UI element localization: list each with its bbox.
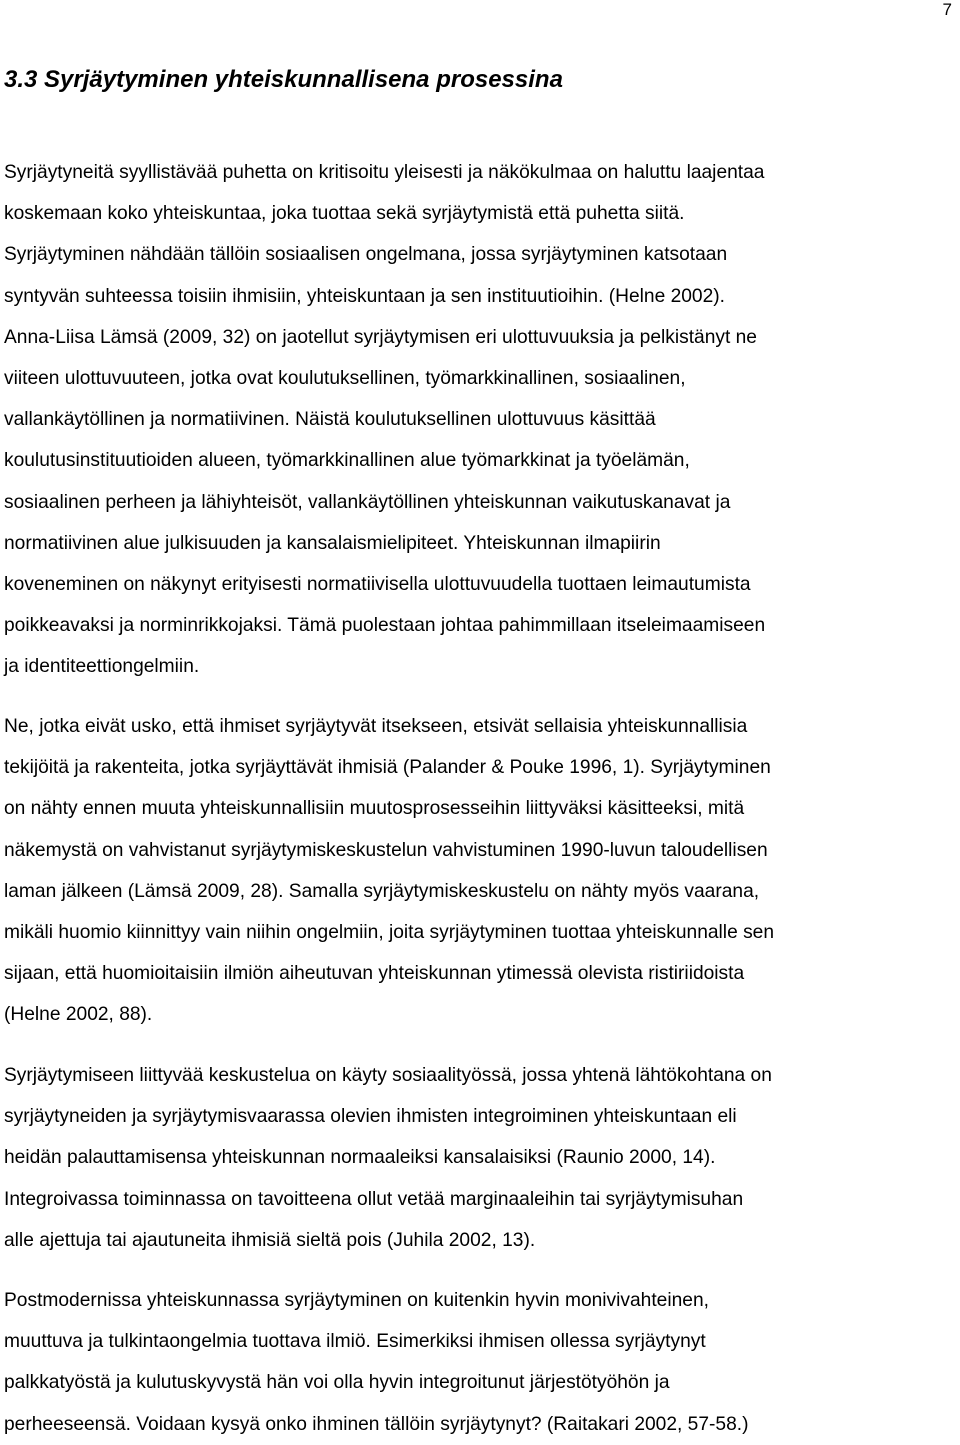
paragraph-line: on nähty ennen muuta yhteiskunnallisiin muutosprosesseihin liittyväksi käsitteeksi, mitä bbox=[4, 798, 745, 820]
paragraph-line: muuttuva ja tulkintaongelmia tuottava ilmiö. Esimerkiksi ihmisen ollessa syrjäytynyt bbox=[4, 1331, 706, 1353]
paragraph-line: Syrjäytyminen nähdään tällöin sosiaalisen ongelmana, jossa syrjäytyminen katsotaan bbox=[4, 244, 728, 266]
paragraph-line: (Helne 2002, 88). bbox=[4, 1004, 153, 1026]
paragraph-line: Integroivassa toiminnassa on tavoitteena ollut vetää marginaaleihin tai syrjäytymisuhan bbox=[4, 1188, 744, 1210]
paragraph-line: Syrjäytyneitä syyllistävää puhetta on kritisoitu yleisesti ja näkökulmaa on haluttu laajentaa bbox=[4, 162, 765, 183]
paragraph-1 bbox=[4, 152, 956, 688]
paragraph-line: vallankäytöllinen ja normatiivinen. Näistä koulutuksellinen ulottuvuus käsittää bbox=[4, 409, 656, 431]
paragraph-line: perheeseensä. Voidaan kysyä onko ihminen tällöin syrjäytynyt? (Raitakari 2002, 57-58.) bbox=[4, 1413, 749, 1435]
paragraph-3 bbox=[4, 1055, 956, 1261]
paragraph-line: Syrjäytymiseen liittyvää keskustelua on käyty sosiaalityössä, jossa yhtenä lähtökohtana on bbox=[4, 1065, 772, 1086]
paragraph-line: tekijöitä ja rakenteita, jotka syrjäyttävät ihmisiä (Palander & Pouke 1996, 1). Syrjäytyminen bbox=[4, 757, 771, 779]
paragraph-line: syrjäytyneiden ja syrjäytymisvaarassa olevien ihmisten integroiminen yhteiskuntaan eli bbox=[4, 1106, 737, 1128]
paragraph-line: viiteen ulottuvuuteen, jotka ovat koulutuksellinen, työmarkkinallinen, sosiaalinen, bbox=[4, 368, 686, 390]
paragraph-2 bbox=[4, 706, 956, 1036]
paragraph-line: koveneminen on näkynyt erityisesti normatiivisella ulottuvuudella tuottaen leimautumista bbox=[4, 574, 751, 596]
paragraph-line: heidän palauttamisensa yhteiskunnan normaaleiksi kansalaisiksi (Raunio 2000, 14). bbox=[4, 1147, 716, 1169]
paragraph-line: sosiaalinen perheen ja lähiyhteisöt, vallankäytöllinen yhteiskunnan vaikutuskanavat ja bbox=[4, 491, 731, 513]
paragraph-line: näkemystä on vahvistanut syrjäytymiskeskustelun vahvistuminen 1990-luvun taloudellisen bbox=[4, 839, 768, 861]
paragraph-line: palkkatyöstä ja kulutuskyvystä hän voi olla hyvin integroitunut järjestötyöhön ja bbox=[4, 1372, 670, 1394]
section-heading: 3.3 Syrjäytyminen yhteiskunnallisena prosessina bbox=[4, 66, 563, 93]
paragraph-line: mikäli huomio kiinnittyy vain niihin ongelmiin, joita syrjäytyminen tuottaa yhteiskunnalle sen bbox=[4, 922, 775, 944]
paragraph-line: Anna-Liisa Lämsä (2009, 32) on jaotellut syrjäytymisen eri ulottuvuuksia ja pelkistänyt ne bbox=[4, 326, 757, 348]
paragraph-4 bbox=[4, 1280, 956, 1445]
page-number: 7 bbox=[942, 0, 952, 19]
paragraph-line: laman jälkeen (Lämsä 2009, 28). Samalla syrjäytymiskeskustelu on nähty myös vaarana, bbox=[4, 880, 760, 902]
paragraph-line: ja identiteettiongelmiin. bbox=[4, 656, 200, 678]
paragraph-line: sijaan, että huomioitaisiin ilmiön aiheutuvan yhteiskunnan ytimessä olevista ristiriidoista bbox=[4, 963, 745, 985]
paragraph-line: Postmodernissa yhteiskunnassa syrjäytyminen on kuitenkin hyvin monivivahteinen, bbox=[4, 1290, 709, 1311]
paragraph-line: koulutusinstituutioiden alueen, työmarkkinallinen alue työmarkkinat ja työelämän, bbox=[4, 450, 690, 472]
paragraph-line: koskemaan koko yhteiskuntaa, joka tuottaa sekä syrjäytymistä että puhetta siitä. bbox=[4, 203, 685, 225]
paragraph-line: Ne, jotka eivät usko, että ihmiset syrjäytyvät itsekseen, etsivät sellaisia yhteiskunnallisia bbox=[4, 716, 748, 737]
paragraph-line: alle ajettuja tai ajautuneita ihmisiä sieltä pois (Juhila 2002, 13). bbox=[4, 1229, 536, 1251]
paragraph-line: normatiivinen alue julkisuuden ja kansalaismielipiteet. Yhteiskunnan ilmapiirin bbox=[4, 532, 661, 554]
paragraph-line: syntyvän suhteessa toisiin ihmisiin, yhteiskuntaan ja sen instituutioihin. (Helne 2002). bbox=[4, 285, 725, 307]
paragraph-line: poikkeavaksi ja norminrikkojaksi. Tämä puolestaan johtaa pahimmillaan itseleimaamiseen bbox=[4, 615, 766, 637]
